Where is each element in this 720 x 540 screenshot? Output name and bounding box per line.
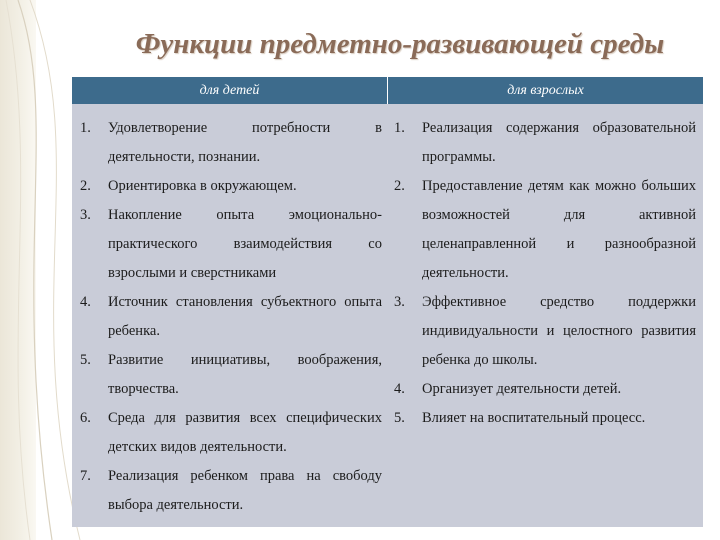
list-item: 4. Источник становления субъектного опыта ребенка. (80, 294, 382, 339)
list-item: 3. Эффективное средство поддержки индивидуальности и целостного развития ребенка до школы. (394, 294, 696, 368)
list-item: 1. Удовлетворение потребности в деятельности, познании. (80, 120, 382, 165)
page-title: Функции предметно-развивающей среды (135, 28, 665, 60)
list-item: 1. Реализация содержания образовательной программы. (394, 120, 696, 165)
list-item: 2. Предоставление детям как можно больших возможностей для активной целенаправленной и разнообразной деятельности. (394, 178, 696, 281)
list-item: 6. Среда для развития всех специфических детских видов деятельности. (80, 410, 382, 455)
list-item: 5. Влияет на воспитательный процесс. (394, 410, 646, 426)
column-header-children: для детей (72, 77, 388, 104)
list-item: 4. Организует деятельности детей. (394, 381, 622, 397)
functions-table (72, 77, 703, 527)
adults-functions-list (394, 114, 696, 433)
column-header-adults: для взрослых (388, 77, 703, 104)
list-item: 7. Реализация ребенком права на свободу выбора деятельности. (80, 468, 382, 513)
children-functions-list (80, 114, 382, 520)
list-item: 5. Развитие инициативы, воображения, творчества. (80, 352, 382, 397)
list-item: 3. Накопление опыта эмоционально-практического взаимодействия со взрослыми и сверстниками (80, 207, 382, 281)
list-item: 2. Ориентировка в окружающем. (80, 178, 297, 194)
